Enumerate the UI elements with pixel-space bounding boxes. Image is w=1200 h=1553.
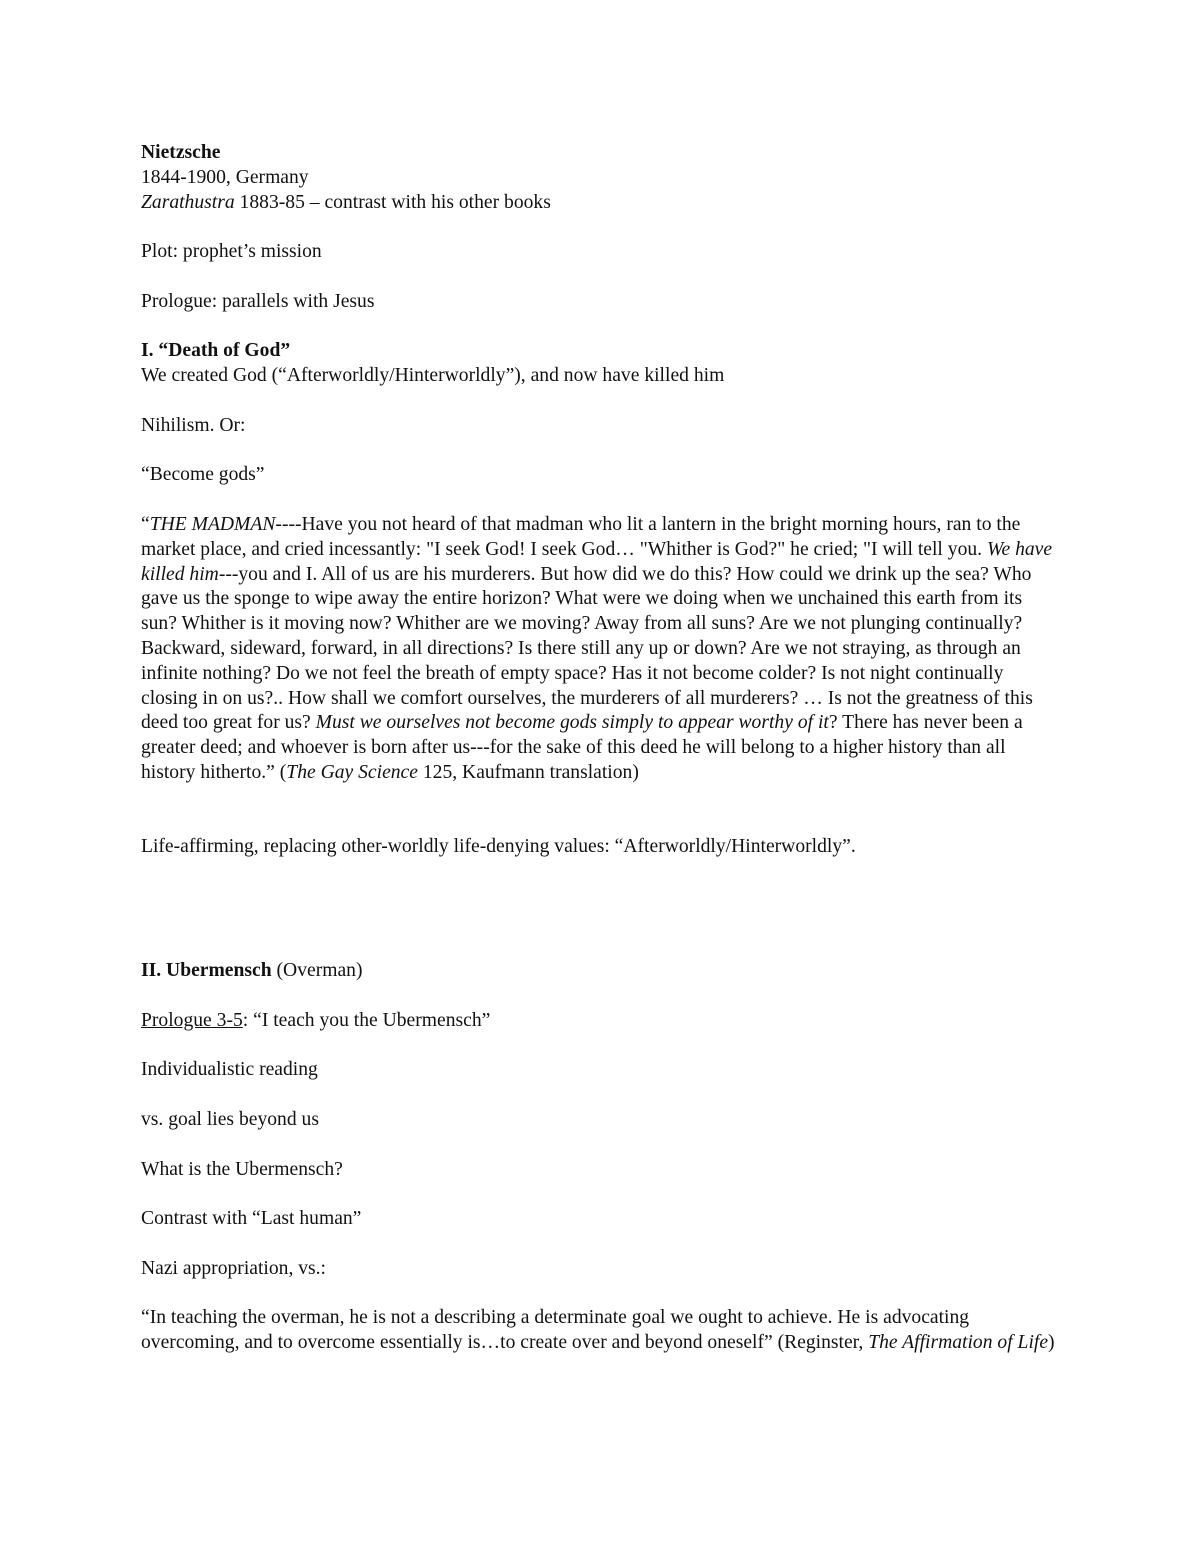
work-note: 1883-85 – contrast with his other books	[234, 191, 551, 213]
plot-line: Plot: prophet’s mission	[141, 241, 322, 263]
author-dates: 1844-1900, Germany	[141, 166, 309, 188]
madman-title: THE MADMAN	[149, 513, 276, 535]
contrast-line: Contrast with “Last human”	[141, 1208, 362, 1230]
nazi-line: Nazi appropriation, vs.:	[141, 1257, 327, 1279]
individualistic-line: Individualistic reading	[141, 1059, 318, 1081]
work-title: Zarathustra	[141, 191, 235, 213]
document-body	[141, 141, 1061, 1356]
become-gods-emphasis: Must we ourselves not become gods simply to appear worthy of it	[315, 712, 829, 734]
work-line	[141, 191, 1061, 216]
life-affirming-line: Life-affirming, replacing other-worldly life-denying values: “Afterworldly/Hinterworldly”.	[141, 836, 856, 858]
goal-line: vs. goal lies beyond us	[141, 1109, 319, 1131]
what-is-line: What is the Ubermensch?	[141, 1158, 343, 1180]
affirmation-title: The Affirmation of Life	[868, 1332, 1049, 1354]
gay-science-title: The Gay Science	[286, 761, 418, 783]
prologue-ref-line: Prologue 3-5: “I teach you the Ubermensch”	[141, 1009, 491, 1031]
author-heading: Nietzsche	[141, 142, 221, 163]
become-gods-line: “Become gods”	[141, 464, 265, 486]
section2-heading: II. Ubermensch (Overman)	[141, 960, 363, 982]
created-god-line: We created God (“Afterworldly/Hinterworldly”), and now have killed him	[141, 365, 725, 387]
reginster-quote: “In teaching the overman, he is not a describing a determinate goal we ought to achieve. He is advocating overcoming, and to overcome essentially is…to create over and beyond oneself” (Reginster, The Affirmation of Life)	[141, 1307, 1055, 1354]
killed-him-emphasis: We have killed him	[141, 538, 1053, 585]
section1-heading: I. “Death of God”	[141, 340, 291, 362]
madman-quote: “THE MADMAN----Have you not heard of that madman who lit a lantern in the bright morning hours, ran to the market place, and cried incessantly: "I seek God! I seek God… "Whither is God?" he cried; "I will tell you. We have killed him---you and I. All of us are his murderers. But how did we do this? How could we drink up the sea? Who gave us the sponge to wipe away the entire horizon? What were we doing when we unchained this earth from its sun? Whither is it moving now? Whither are we moving? Away from all suns? Are we not plunging continually? Backward, sideward, forward, in all directions? Is there still any up or down? Are we not straying, as through an infinite nothing? Do we not feel the breath of empty space? Has it not become colder? Is not night continually closing in on us?.. How shall we comfort ourselves, the murderers of all murderers? … Is not the greatness of this deed too great for us? Must we ourselves not become gods simply to appear worthy of it? There has never been a greater deed; and whoever is born after us---for the sake of this deed he will belong to a higher history than all history hitherto.” (The Gay Science 125, Kaufmann translation)	[141, 513, 1053, 783]
prologue-ref: Prologue 3-5	[141, 1009, 243, 1031]
nihilism-line: Nihilism. Or:	[141, 414, 246, 436]
prologue-line: Prologue: parallels with Jesus	[141, 290, 375, 312]
